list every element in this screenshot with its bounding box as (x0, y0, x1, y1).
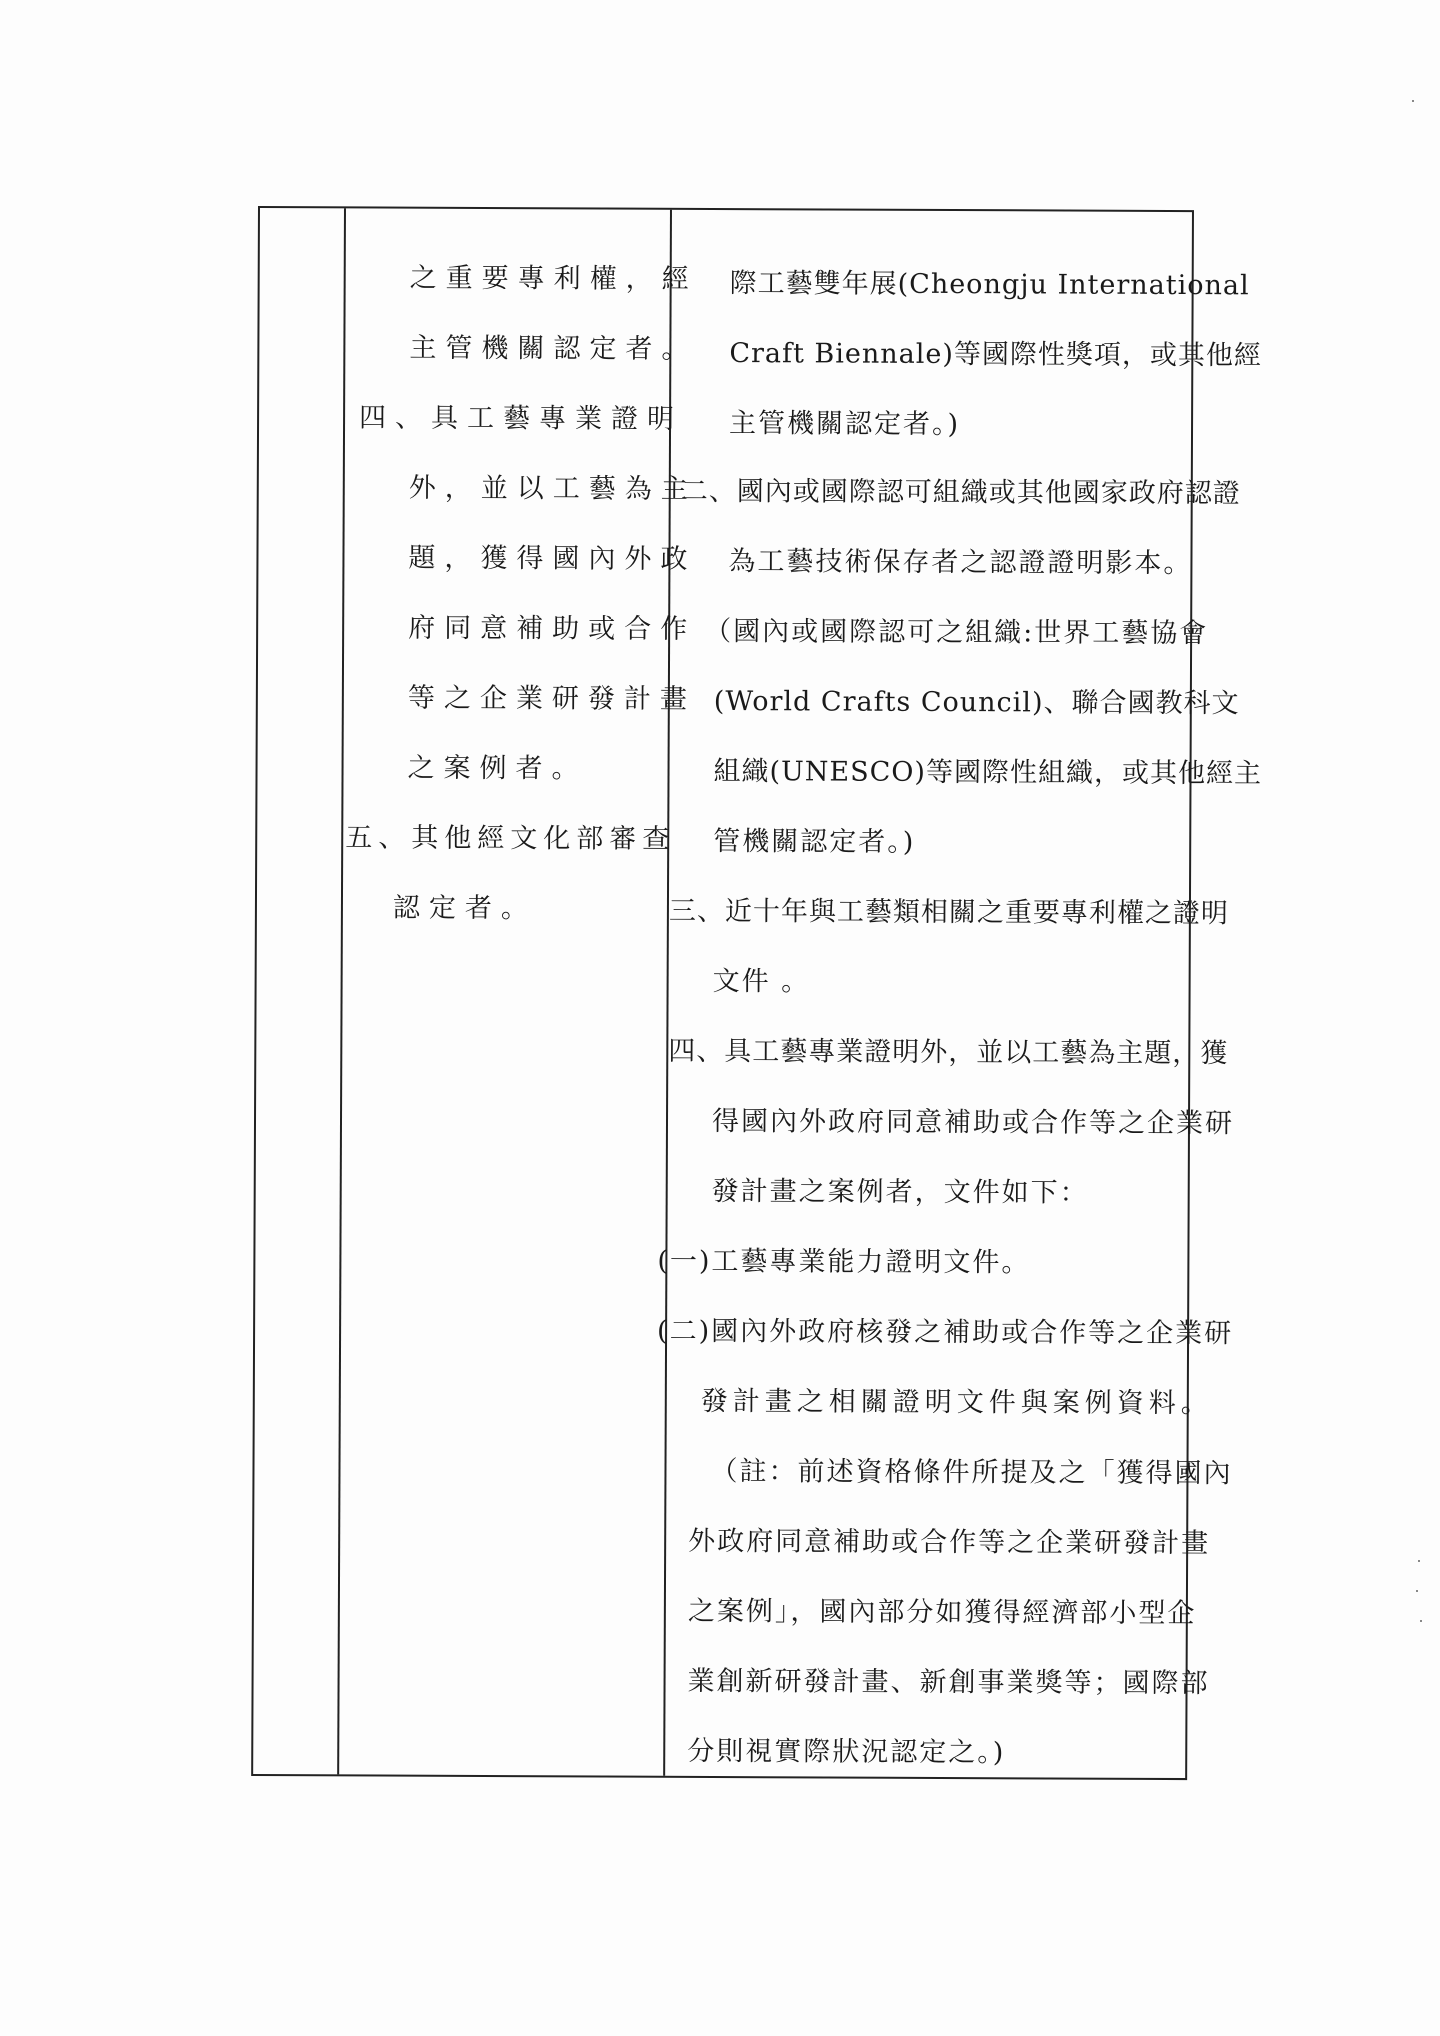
right-line-18: （註：前述資格條件所提及之「獲得國內 (710, 1455, 1233, 1490)
scan-speck (1412, 100, 1414, 102)
left-line-5: 題，獲得國內外政 (408, 542, 697, 575)
right-line-1: 際工藝雙年展(Cheongju International (729, 268, 1250, 302)
right-line-9: 管機關認定者。) (713, 825, 916, 858)
left-line-10: 認定者。 (392, 892, 538, 925)
right-line-6: （國內或國際認可之組織:世界工藝協會 (704, 615, 1209, 650)
right-line-21: 業創新研發計畫、新創事業獎等；國際部 (687, 1665, 1210, 1700)
right-line-10: 三、近十年與工藝類相關之重要專利權之證明 (668, 895, 1229, 930)
left-line-3: 四、具工藝專業證明 (359, 402, 684, 435)
right-line-16: (二)國內外政府核發之補助或合作等之企業研 (657, 1315, 1234, 1350)
left-line-6: 府同意補助或合作 (408, 612, 697, 645)
right-line-17: 發計畫之相關證明文件與案例資料。 (700, 1385, 1213, 1420)
right-line-2: Craft Biennale)等國際性獎項，或其他經 (729, 338, 1263, 372)
right-line-5: 為工藝技術保存者之認證證明影本。 (728, 546, 1193, 580)
right-line-20: 之案例」，國內部分如獲得經濟部小型企 (687, 1595, 1197, 1630)
right-line-11: 文件 。 (712, 965, 811, 998)
document-table (251, 206, 1263, 1780)
right-line-8: 組織(UNESCO)等國際性組織，或其他經主 (713, 755, 1263, 790)
scan-speck (1420, 1620, 1422, 1622)
right-line-13: 得國內外政府同意補助或合作等之企業研 (711, 1105, 1235, 1140)
left-line-9: 五、其他經文化部審查 (345, 822, 676, 855)
right-column-cell (657, 250, 1263, 1769)
right-line-19: 外政府同意補助或合作等之企業研發計畫 (688, 1525, 1211, 1560)
right-line-15: (一)工藝專業能力證明文件。 (657, 1245, 1031, 1279)
right-line-7: (World Crafts Council)、聯合國教科文 (713, 685, 1240, 720)
right-line-22: 分則視實際狀況認定之。) (687, 1735, 1006, 1769)
scan-speck (1418, 1560, 1420, 1562)
right-line-14: 發計畫之案例者，文件如下： (711, 1175, 1089, 1209)
left-column-cell (345, 248, 698, 925)
scan-speck (1416, 1590, 1418, 1592)
left-line-4: 外，並以工藝為主 (408, 472, 697, 505)
left-line-2: 主管機關認定者。 (409, 332, 698, 365)
right-line-4: 二、國內或國際認可組織或其他國家政府認證 (680, 475, 1241, 510)
right-line-12: 四、具工藝專業證明外，並以工藝為主題，獲 (668, 1035, 1229, 1070)
right-line-3: 主管機關認定者。) (728, 408, 961, 441)
left-line-7: 等之企業研發計畫 (407, 682, 696, 715)
left-line-1: 之重要專利權，經 (409, 262, 698, 295)
table-column-divider (663, 210, 672, 1776)
table-column-divider (337, 208, 346, 1774)
left-line-8: 之案例者。 (407, 752, 588, 785)
